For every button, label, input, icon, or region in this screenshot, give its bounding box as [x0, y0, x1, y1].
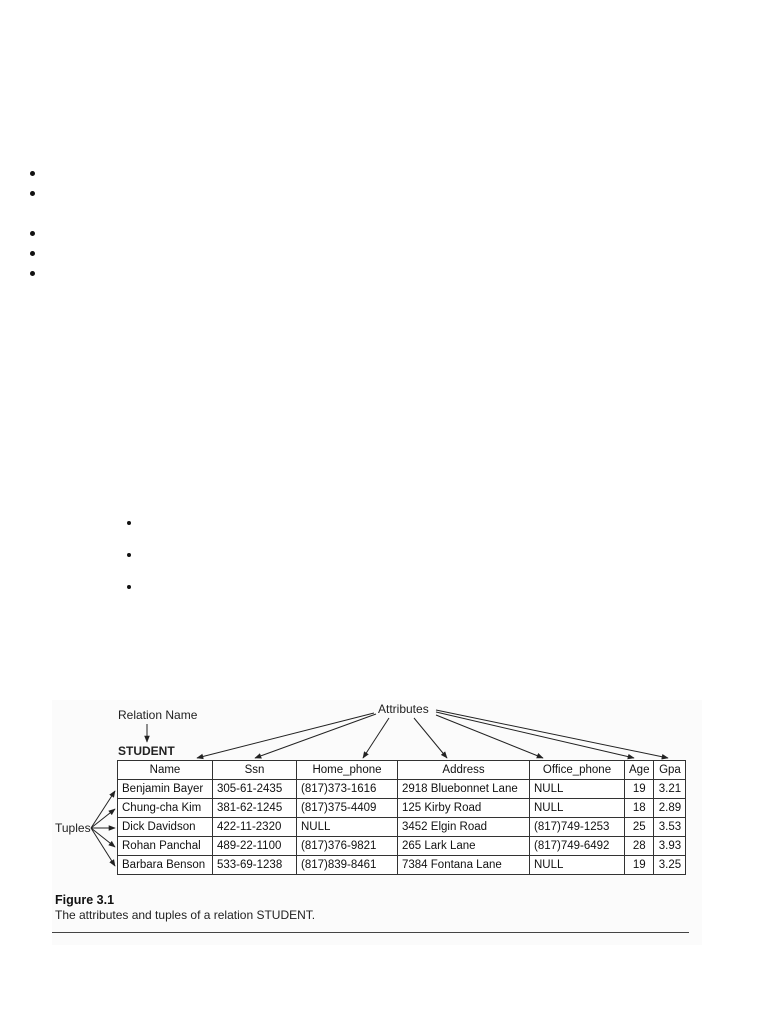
student-table — [117, 760, 686, 875]
table-row — [118, 780, 686, 799]
table-row — [118, 856, 686, 875]
table-cell: 25 — [625, 818, 654, 837]
table-cell: 2918 Bluebonnet Lane — [398, 780, 530, 799]
attribute-arrow-age — [436, 712, 634, 758]
table-cell: 19 — [625, 780, 654, 799]
table-cell: 7384 Fontana Lane — [398, 856, 530, 875]
list-bullet — [30, 231, 35, 236]
column-header: Gpa — [654, 761, 686, 780]
table-cell: 265 Lark Lane — [398, 837, 530, 856]
table-cell: 28 — [625, 837, 654, 856]
table-cell: NULL — [297, 818, 398, 837]
attribute-arrow-address — [414, 718, 447, 758]
table-cell: (817)375-4409 — [297, 799, 398, 818]
figure-caption-title: Figure 3.1 — [55, 893, 115, 907]
table-cell: (817)749-1253 — [530, 818, 625, 837]
table-row — [118, 818, 686, 837]
relation-name-label: Relation Name — [118, 708, 198, 722]
table-cell: 125 Kirby Road — [398, 799, 530, 818]
table-row — [118, 799, 686, 818]
relation-title: STUDENT — [118, 744, 175, 758]
table-cell: (817)373-1616 — [297, 780, 398, 799]
table-row — [118, 837, 686, 856]
table-cell: 2.89 — [654, 799, 686, 818]
table-cell: NULL — [530, 799, 625, 818]
table-cell: 3.53 — [654, 818, 686, 837]
tuple-arrow-1 — [91, 791, 115, 828]
tuple-arrow-2 — [91, 809, 115, 828]
tuple-arrow-5 — [91, 828, 115, 866]
table-cell: 3452 Elgin Road — [398, 818, 530, 837]
sub-list-bullet — [127, 521, 131, 525]
table-cell: 19 — [625, 856, 654, 875]
table-cell: 3.25 — [654, 856, 686, 875]
sub-list-bullet — [127, 585, 131, 589]
table-cell: (817)749-6492 — [530, 837, 625, 856]
table-cell: Rohan Panchal — [118, 837, 213, 856]
figure-caption-text: The attributes and tuples of a relation STUDENT. — [55, 908, 316, 922]
sub-list-bullet — [127, 553, 131, 557]
attribute-arrow-ssn — [255, 714, 376, 758]
table-cell: 422-11-2320 — [213, 818, 297, 837]
list-bullet — [30, 191, 35, 196]
column-header: Address — [398, 761, 530, 780]
table-cell: 489-22-1100 — [213, 837, 297, 856]
table-cell: (817)839-8461 — [297, 856, 398, 875]
table-cell: 3.21 — [654, 780, 686, 799]
column-header: Office_phone — [530, 761, 625, 780]
attribute-arrow-gpa — [436, 710, 668, 758]
tuples-label: Tuples — [55, 821, 91, 835]
table-cell: Barbara Benson — [118, 856, 213, 875]
attribute-arrow-name — [197, 713, 374, 758]
attribute-arrow-home-phone — [363, 718, 389, 758]
column-header: Home_phone — [297, 761, 398, 780]
column-header: Ssn — [213, 761, 297, 780]
column-header: Age — [625, 761, 654, 780]
table-cell: 305-61-2435 — [213, 780, 297, 799]
table-cell: Benjamin Bayer — [118, 780, 213, 799]
table-cell: (817)376-9821 — [297, 837, 398, 856]
table-cell: NULL — [530, 780, 625, 799]
table-cell: NULL — [530, 856, 625, 875]
caption-divider — [52, 932, 689, 933]
table-cell: 3.93 — [654, 837, 686, 856]
relation-figure — [52, 700, 702, 945]
tuple-arrow-4 — [91, 828, 115, 847]
column-header: Name — [118, 761, 213, 780]
table-cell: 18 — [625, 799, 654, 818]
table-cell: Chung-cha Kim — [118, 799, 213, 818]
attributes-label: Attributes — [378, 702, 429, 716]
table-cell: Dick Davidson — [118, 818, 213, 837]
list-bullet — [30, 271, 35, 276]
table-header-row — [118, 761, 686, 780]
list-bullet — [30, 171, 35, 176]
table-cell: 381-62-1245 — [213, 799, 297, 818]
table-cell: 533-69-1238 — [213, 856, 297, 875]
list-bullet — [30, 251, 35, 256]
